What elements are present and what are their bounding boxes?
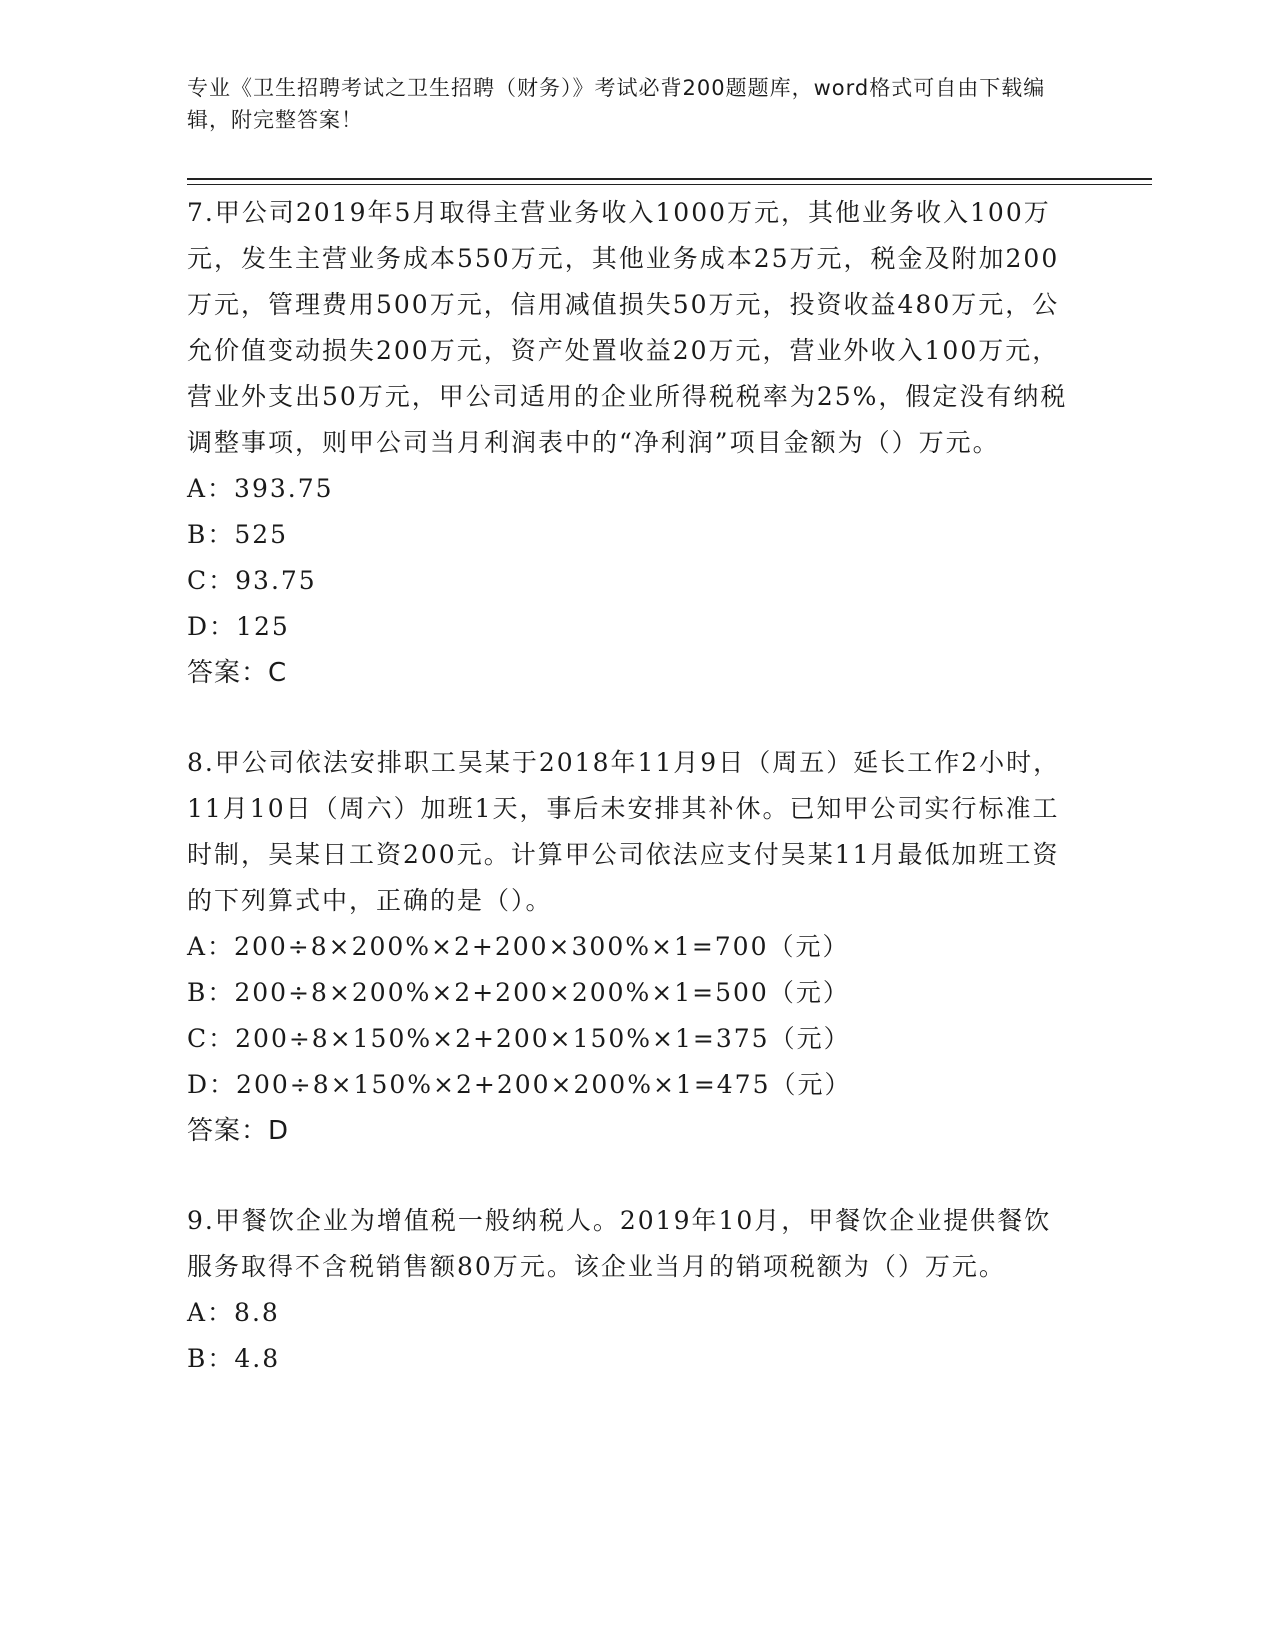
- answer-line: 答案：C: [187, 658, 288, 688]
- question-text: 7.甲公司2019年5月取得主营业务收入1000万元，其他业务收入100万元，发生主营业务成本550万元，其他业务成本25万元，税金及附加200万元，管理费用500万元，信用减值损失50万元，投资收益480万元，公允价值变动损失200万元，资产处置收益20万元，营业外收入100万元，营业外支出50万元，甲公司适用的企业所得税税率为25%，假定没有纳税调整事项，则甲公司当月利润表中的“净利润”项目金额为（）万元。: [187, 198, 1068, 457]
- option-b: B：200÷8×200%×2+200×200%×1=500（元）: [187, 978, 850, 1007]
- option-c: C：200÷8×150%×2+200×150%×1=375（元）: [187, 1024, 851, 1053]
- option-c: C：93.75: [187, 566, 317, 595]
- answer-line: 答案：D: [187, 1116, 290, 1146]
- option-a: A：8.8: [187, 1298, 280, 1327]
- header-divider: [187, 178, 1152, 180]
- question-text: 9.甲餐饮企业为增值税一般纳税人。2019年10月，甲餐饮企业提供餐饮服务取得不含税销售额80万元。该企业当月的销项税额为（）万元。: [187, 1206, 1052, 1281]
- question-spacer: [187, 696, 1077, 740]
- question-spacer: [187, 1154, 1077, 1198]
- question-8: [187, 740, 1077, 1154]
- option-b: B：4.8: [187, 1344, 281, 1373]
- header-divider-thin: [187, 184, 1152, 185]
- question-text: 8.甲公司依法安排职工吴某于2018年11月9日（周五）延长工作2小时，11月10日（周六）加班1天，事后未安排其补休。已知甲公司实行标准工时制，吴某日工资200元。计算甲公司依法应支付吴某11月最低加班工资的下列算式中，正确的是（）。: [187, 748, 1061, 915]
- question-7: [187, 190, 1077, 696]
- option-a: A：200÷8×200%×2+200×300%×1=700（元）: [187, 932, 850, 961]
- document-header: 专业《卫生招聘考试之卫生招聘（财务）》考试必背200题题库，word格式可自由下载编辑，附完整答案！: [187, 76, 1046, 132]
- option-d: D：125: [187, 612, 290, 641]
- question-list: [187, 190, 1077, 1382]
- option-d: D：200÷8×150%×2+200×200%×1=475（元）: [187, 1070, 852, 1099]
- option-b: B：525: [187, 520, 289, 549]
- question-9: [187, 1198, 1077, 1382]
- option-a: A：393.75: [187, 474, 334, 503]
